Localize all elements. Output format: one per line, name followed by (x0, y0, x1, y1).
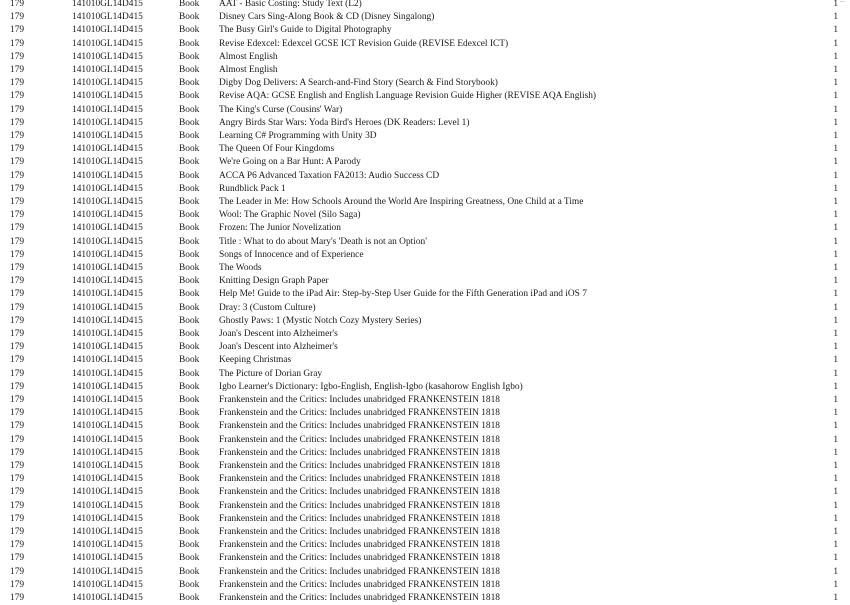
row-title: Wool: The Graphic Novel (Silo Saga) (219, 210, 361, 221)
row-code: 141010GL14D415 (72, 434, 143, 445)
row-code: 141010GL14D415 (72, 487, 143, 498)
row-title: Igbo Learner's Dictionary: Igbo-English, English-Igbo (kasahorow English Igbo) (219, 381, 523, 392)
table-row (0, 262, 850, 275)
row-code: 141010GL14D415 (72, 249, 143, 260)
row-type: Book (179, 78, 200, 89)
row-type: Book (179, 434, 200, 445)
row-quantity: 1 (833, 553, 838, 564)
row-code: 141010GL14D415 (72, 263, 143, 273)
row-code: 141010GL14D415 (72, 408, 143, 419)
row-quantity: 1 (833, 25, 838, 36)
row-code: 141010GL14D415 (72, 553, 143, 564)
row-type: Book (179, 289, 200, 300)
row-number: 179 (10, 157, 25, 168)
row-number: 179 (10, 421, 25, 432)
row-number: 179 (10, 461, 25, 471)
row-number: 179 (10, 302, 25, 313)
row-quantity: 1 (833, 381, 838, 392)
row-type: Book (179, 461, 200, 471)
row-number: 179 (10, 342, 25, 353)
row-title: Frankenstein and the Critics: Includes unabridged FRANKENSTEIN 1818 (219, 513, 500, 524)
table-row (0, 526, 850, 539)
table-row (0, 51, 850, 64)
row-quantity: 1 (833, 249, 838, 260)
row-quantity: 1 (833, 78, 838, 89)
row-type: Book (179, 553, 200, 564)
row-quantity: 1 (833, 447, 838, 458)
table-row (0, 500, 850, 513)
row-type: Book (179, 0, 200, 9)
row-type: Book (179, 117, 200, 128)
row-title: Songs of Innocence and of Experience (219, 249, 364, 260)
row-type: Book (179, 25, 200, 36)
row-type: Book (179, 500, 200, 511)
row-title: Frankenstein and the Critics: Includes unabridged FRANKENSTEIN 1818 (219, 434, 500, 445)
row-number: 179 (10, 527, 25, 537)
row-code: 141010GL14D415 (72, 131, 143, 141)
row-title: Dray: 3 (Custom Culture) (219, 302, 316, 313)
row-quantity: 1 (833, 91, 838, 102)
table-row (0, 24, 850, 37)
row-number: 179 (10, 236, 25, 247)
row-quantity: 1 (833, 579, 838, 590)
row-title: Revise AQA: GCSE English and English Language Revision Guide Higher (REVISE AQA English) (219, 91, 597, 102)
table-row (0, 566, 850, 579)
row-code: 141010GL14D415 (72, 117, 143, 128)
row-title: AAT - Basic Costing: Study Text (L2) (219, 0, 362, 9)
row-number: 179 (10, 276, 25, 287)
row-quantity: 1 (833, 0, 838, 9)
row-code: 141010GL14D415 (72, 527, 143, 537)
row-quantity: 1 (833, 315, 838, 326)
table-row (0, 579, 850, 592)
row-number: 179 (10, 223, 25, 234)
row-number: 179 (10, 434, 25, 445)
row-type: Book (179, 421, 200, 432)
table-row (0, 90, 850, 103)
row-code: 141010GL14D415 (72, 540, 143, 551)
row-code: 141010GL14D415 (72, 65, 143, 75)
row-title: Digby Dog Delivers: A Search-and-Find Story (Search & Find Storybook) (219, 78, 498, 89)
row-code: 141010GL14D415 (72, 210, 143, 221)
row-number: 179 (10, 65, 25, 75)
row-code: 141010GL14D415 (72, 513, 143, 524)
row-code: 141010GL14D415 (72, 381, 143, 392)
row-type: Book (179, 104, 200, 115)
row-code: 141010GL14D415 (72, 421, 143, 432)
table-row (0, 447, 850, 460)
row-code: 141010GL14D415 (72, 157, 143, 168)
row-title: Frankenstein and the Critics: Includes unabridged FRANKENSTEIN 1818 (219, 447, 500, 458)
row-number: 179 (10, 197, 25, 207)
row-code: 141010GL14D415 (72, 38, 143, 49)
row-number: 179 (10, 0, 25, 9)
table-row (0, 513, 850, 526)
row-title: Frozen: The Junior Novelization (219, 223, 341, 234)
row-number: 179 (10, 500, 25, 511)
table-row (0, 552, 850, 565)
row-type: Book (179, 593, 200, 603)
row-number: 179 (10, 540, 25, 551)
row-type: Book (179, 315, 200, 326)
row-quantity: 1 (833, 263, 838, 273)
row-quantity: 1 (833, 65, 838, 75)
row-title: Title : What to do about Mary's 'Death is not an Option' (219, 236, 427, 247)
row-type: Book (179, 540, 200, 551)
row-quantity: 1 (833, 368, 838, 379)
table-row (0, 143, 850, 156)
table-row (0, 420, 850, 433)
row-type: Book (179, 197, 200, 207)
row-number: 179 (10, 513, 25, 524)
row-type: Book (179, 144, 200, 155)
table-row (0, 130, 850, 143)
row-code: 141010GL14D415 (72, 302, 143, 313)
row-number: 179 (10, 395, 25, 405)
row-title: Frankenstein and the Critics: Includes unabridged FRANKENSTEIN 1818 (219, 593, 500, 603)
row-number: 179 (10, 210, 25, 221)
row-code: 141010GL14D415 (72, 236, 143, 247)
row-number: 179 (10, 144, 25, 155)
row-quantity: 1 (833, 513, 838, 524)
table-row (0, 11, 850, 24)
row-quantity: 1 (833, 157, 838, 168)
table-row (0, 77, 850, 90)
table-row (0, 354, 850, 367)
row-type: Book (179, 302, 200, 313)
row-title: We're Going on a Bar Hunt: A Parody (219, 157, 361, 168)
table-row (0, 407, 850, 420)
row-code: 141010GL14D415 (72, 144, 143, 155)
row-title: Disney Cars Sing-Along Book & CD (Disney Singalong) (219, 12, 435, 23)
row-quantity: 1 (833, 355, 838, 366)
row-title: Ghostly Paws: 1 (Mystic Notch Cozy Mystery Series) (219, 315, 422, 326)
row-code: 141010GL14D415 (72, 593, 143, 603)
row-quantity: 1 (833, 104, 838, 115)
row-type: Book (179, 342, 200, 353)
row-number: 179 (10, 38, 25, 49)
row-number: 179 (10, 51, 25, 62)
table-row (0, 539, 850, 552)
row-quantity: 1 (833, 487, 838, 498)
row-number: 179 (10, 25, 25, 36)
row-title: Learning C# Programming with Unity 3D (219, 131, 377, 141)
table-row (0, 117, 850, 130)
row-type: Book (179, 355, 200, 366)
row-quantity: 1 (833, 223, 838, 234)
row-type: Book (179, 236, 200, 247)
row-code: 141010GL14D415 (72, 395, 143, 405)
row-code: 141010GL14D415 (72, 91, 143, 102)
row-title: Frankenstein and the Critics: Includes unabridged FRANKENSTEIN 1818 (219, 461, 500, 471)
row-title: Frankenstein and the Critics: Includes unabridged FRANKENSTEIN 1818 (219, 487, 500, 498)
row-type: Book (179, 513, 200, 524)
row-title: Keeping Christmas (219, 355, 292, 366)
table-row (0, 236, 850, 249)
row-title: The King's Curse (Cousins' War) (219, 104, 343, 115)
row-number: 179 (10, 487, 25, 498)
row-number: 179 (10, 355, 25, 366)
table-row (0, 434, 850, 447)
row-code: 141010GL14D415 (72, 447, 143, 458)
row-code: 141010GL14D415 (72, 342, 143, 353)
row-code: 141010GL14D415 (72, 500, 143, 511)
row-type: Book (179, 223, 200, 234)
row-type: Book (179, 447, 200, 458)
table-row (0, 104, 850, 117)
table-row (0, 368, 850, 381)
row-number: 179 (10, 447, 25, 458)
row-quantity: 1 (833, 527, 838, 537)
row-type: Book (179, 566, 200, 577)
row-title: Frankenstein and the Critics: Includes unabridged FRANKENSTEIN 1818 (219, 421, 500, 432)
row-title: The Picture of Dorian Gray (219, 368, 323, 379)
row-type: Book (179, 183, 200, 194)
row-number: 179 (10, 91, 25, 102)
row-type: Book (179, 210, 200, 221)
row-title: Frankenstein and the Critics: Includes unabridged FRANKENSTEIN 1818 (219, 566, 500, 577)
row-number: 179 (10, 408, 25, 419)
row-number: 179 (10, 170, 25, 181)
row-title: Almost English (219, 65, 278, 75)
row-type: Book (179, 131, 200, 141)
row-title: The Leader in Me: How Schools Around the World Are Inspiring Greatness, One Child at a Time (219, 197, 584, 207)
row-type: Book (179, 329, 200, 339)
row-title: Frankenstein and the Critics: Includes unabridged FRANKENSTEIN 1818 (219, 527, 500, 537)
row-quantity: 1 (833, 12, 838, 23)
table-row (0, 222, 850, 235)
row-number: 179 (10, 474, 25, 485)
row-type: Book (179, 368, 200, 379)
row-quantity: 1 (833, 434, 838, 445)
row-code: 141010GL14D415 (72, 104, 143, 115)
row-code: 141010GL14D415 (72, 183, 143, 194)
row-quantity: 1 (833, 210, 838, 221)
row-quantity: 1 (833, 236, 838, 247)
row-quantity: 1 (833, 329, 838, 339)
row-quantity: 1 (833, 421, 838, 432)
row-code: 141010GL14D415 (72, 329, 143, 339)
row-quantity: 1 (833, 302, 838, 313)
row-quantity: 1 (833, 540, 838, 551)
row-code: 141010GL14D415 (72, 223, 143, 234)
row-type: Book (179, 157, 200, 168)
row-number: 179 (10, 104, 25, 115)
row-title: Frankenstein and the Critics: Includes unabridged FRANKENSTEIN 1818 (219, 540, 500, 551)
row-title: The Queen Of Four Kingdoms (219, 144, 335, 155)
row-code: 141010GL14D415 (72, 355, 143, 366)
table-row (0, 209, 850, 222)
row-code: 141010GL14D415 (72, 474, 143, 485)
row-number: 179 (10, 12, 25, 23)
row-type: Book (179, 249, 200, 260)
row-title: Revise Edexcel: Edexcel GCSE ICT Revision Guide (REVISE Edexcel ICT) (219, 38, 509, 49)
table-row (0, 64, 850, 77)
row-number: 179 (10, 131, 25, 141)
row-number: 179 (10, 78, 25, 89)
row-type: Book (179, 474, 200, 485)
row-type: Book (179, 487, 200, 498)
row-title: Angry Birds Star Wars: Yoda Bird's Heroes (DK Readers: Level 1) (219, 117, 470, 128)
row-quantity: 1 (833, 474, 838, 485)
row-quantity: 1 (833, 131, 838, 141)
row-quantity: 1 (833, 117, 838, 128)
row-number: 179 (10, 315, 25, 326)
table-row (0, 38, 850, 51)
table-row (0, 249, 850, 262)
row-quantity: 1 (833, 183, 838, 194)
table-row (0, 341, 850, 354)
row-number: 179 (10, 289, 25, 300)
table-row (0, 486, 850, 499)
row-number: 179 (10, 249, 25, 260)
row-number: 179 (10, 566, 25, 577)
row-number: 179 (10, 117, 25, 128)
row-code: 141010GL14D415 (72, 315, 143, 326)
row-title: Joan's Descent into Alzheimer's (219, 329, 338, 339)
row-title: The Woods (219, 263, 262, 273)
row-quantity: 1 (833, 51, 838, 62)
row-quantity: 1 (833, 461, 838, 471)
row-code: 141010GL14D415 (72, 0, 143, 9)
row-title: Rundblick Pack 1 (219, 183, 286, 194)
row-title: Frankenstein and the Critics: Includes unabridged FRANKENSTEIN 1818 (219, 474, 500, 485)
row-code: 141010GL14D415 (72, 461, 143, 471)
row-quantity: 1 (833, 276, 838, 287)
row-quantity: 1 (833, 395, 838, 405)
row-type: Book (179, 381, 200, 392)
row-type: Book (179, 38, 200, 49)
table-row (0, 315, 850, 328)
row-title: Frankenstein and the Critics: Includes unabridged FRANKENSTEIN 1818 (219, 500, 500, 511)
row-number: 179 (10, 263, 25, 273)
table-row (0, 156, 850, 169)
row-code: 141010GL14D415 (72, 25, 143, 36)
row-type: Book (179, 65, 200, 75)
row-code: 141010GL14D415 (72, 276, 143, 287)
row-quantity: 1 (833, 593, 838, 603)
table-row (0, 183, 850, 196)
row-number: 179 (10, 368, 25, 379)
table-row (0, 328, 850, 341)
row-code: 141010GL14D415 (72, 170, 143, 181)
row-code: 141010GL14D415 (72, 289, 143, 300)
row-quantity: 1 (833, 289, 838, 300)
row-quantity: 1 (833, 144, 838, 155)
row-quantity: 1 (833, 170, 838, 181)
row-number: 179 (10, 579, 25, 590)
row-title: ACCA P6 Advanced Taxation FA2013: Audio Success CD (219, 170, 440, 181)
table-row (0, 381, 850, 394)
row-number: 179 (10, 553, 25, 564)
row-title: The Busy Girl's Guide to Digital Photography (219, 25, 392, 36)
row-title: Frankenstein and the Critics: Includes unabridged FRANKENSTEIN 1818 (219, 408, 500, 419)
row-type: Book (179, 91, 200, 102)
row-quantity: 1 (833, 408, 838, 419)
row-title: Frankenstein and the Critics: Includes unabridged FRANKENSTEIN 1818 (219, 579, 500, 590)
row-type: Book (179, 170, 200, 181)
row-code: 141010GL14D415 (72, 197, 143, 207)
row-type: Book (179, 395, 200, 405)
row-title: Help Me! Guide to the iPad Air: Step-by-Step User Guide for the Fifth Generation iPad and iOS 7 (219, 289, 587, 300)
row-quantity: 1 (833, 500, 838, 511)
row-number: 179 (10, 593, 25, 603)
row-type: Book (179, 527, 200, 537)
row-quantity: 1 (833, 566, 838, 577)
row-type: Book (179, 12, 200, 23)
table-row (0, 288, 850, 301)
row-number: 179 (10, 183, 25, 194)
row-title: Knitting Design Graph Paper (219, 276, 329, 287)
row-title: Frankenstein and the Critics: Includes unabridged FRANKENSTEIN 1818 (219, 395, 500, 405)
table-row (0, 302, 850, 315)
row-number: 179 (10, 329, 25, 339)
row-type: Book (179, 276, 200, 287)
row-code: 141010GL14D415 (72, 51, 143, 62)
row-title: Almost English (219, 51, 278, 62)
table-row (0, 592, 850, 605)
table-row (0, 394, 850, 407)
row-title: Frankenstein and the Critics: Includes unabridged FRANKENSTEIN 1818 (219, 553, 500, 564)
row-type: Book (179, 263, 200, 273)
table-row (0, 170, 850, 183)
table-row (0, 0, 850, 11)
row-type: Book (179, 408, 200, 419)
row-title: Joan's Descent into Alzheimer's (219, 342, 338, 353)
row-code: 141010GL14D415 (72, 579, 143, 590)
row-quantity: 1 (833, 342, 838, 353)
row-number: 179 (10, 381, 25, 392)
row-type: Book (179, 579, 200, 590)
table-row (0, 196, 850, 209)
row-code: 141010GL14D415 (72, 566, 143, 577)
row-code: 141010GL14D415 (72, 12, 143, 23)
row-quantity: 1 (833, 197, 838, 207)
table-row (0, 460, 850, 473)
row-type: Book (179, 51, 200, 62)
row-code: 141010GL14D415 (72, 368, 143, 379)
row-code: 141010GL14D415 (72, 78, 143, 89)
row-quantity: 1 (833, 38, 838, 49)
table-row (0, 473, 850, 486)
table-row (0, 275, 850, 288)
